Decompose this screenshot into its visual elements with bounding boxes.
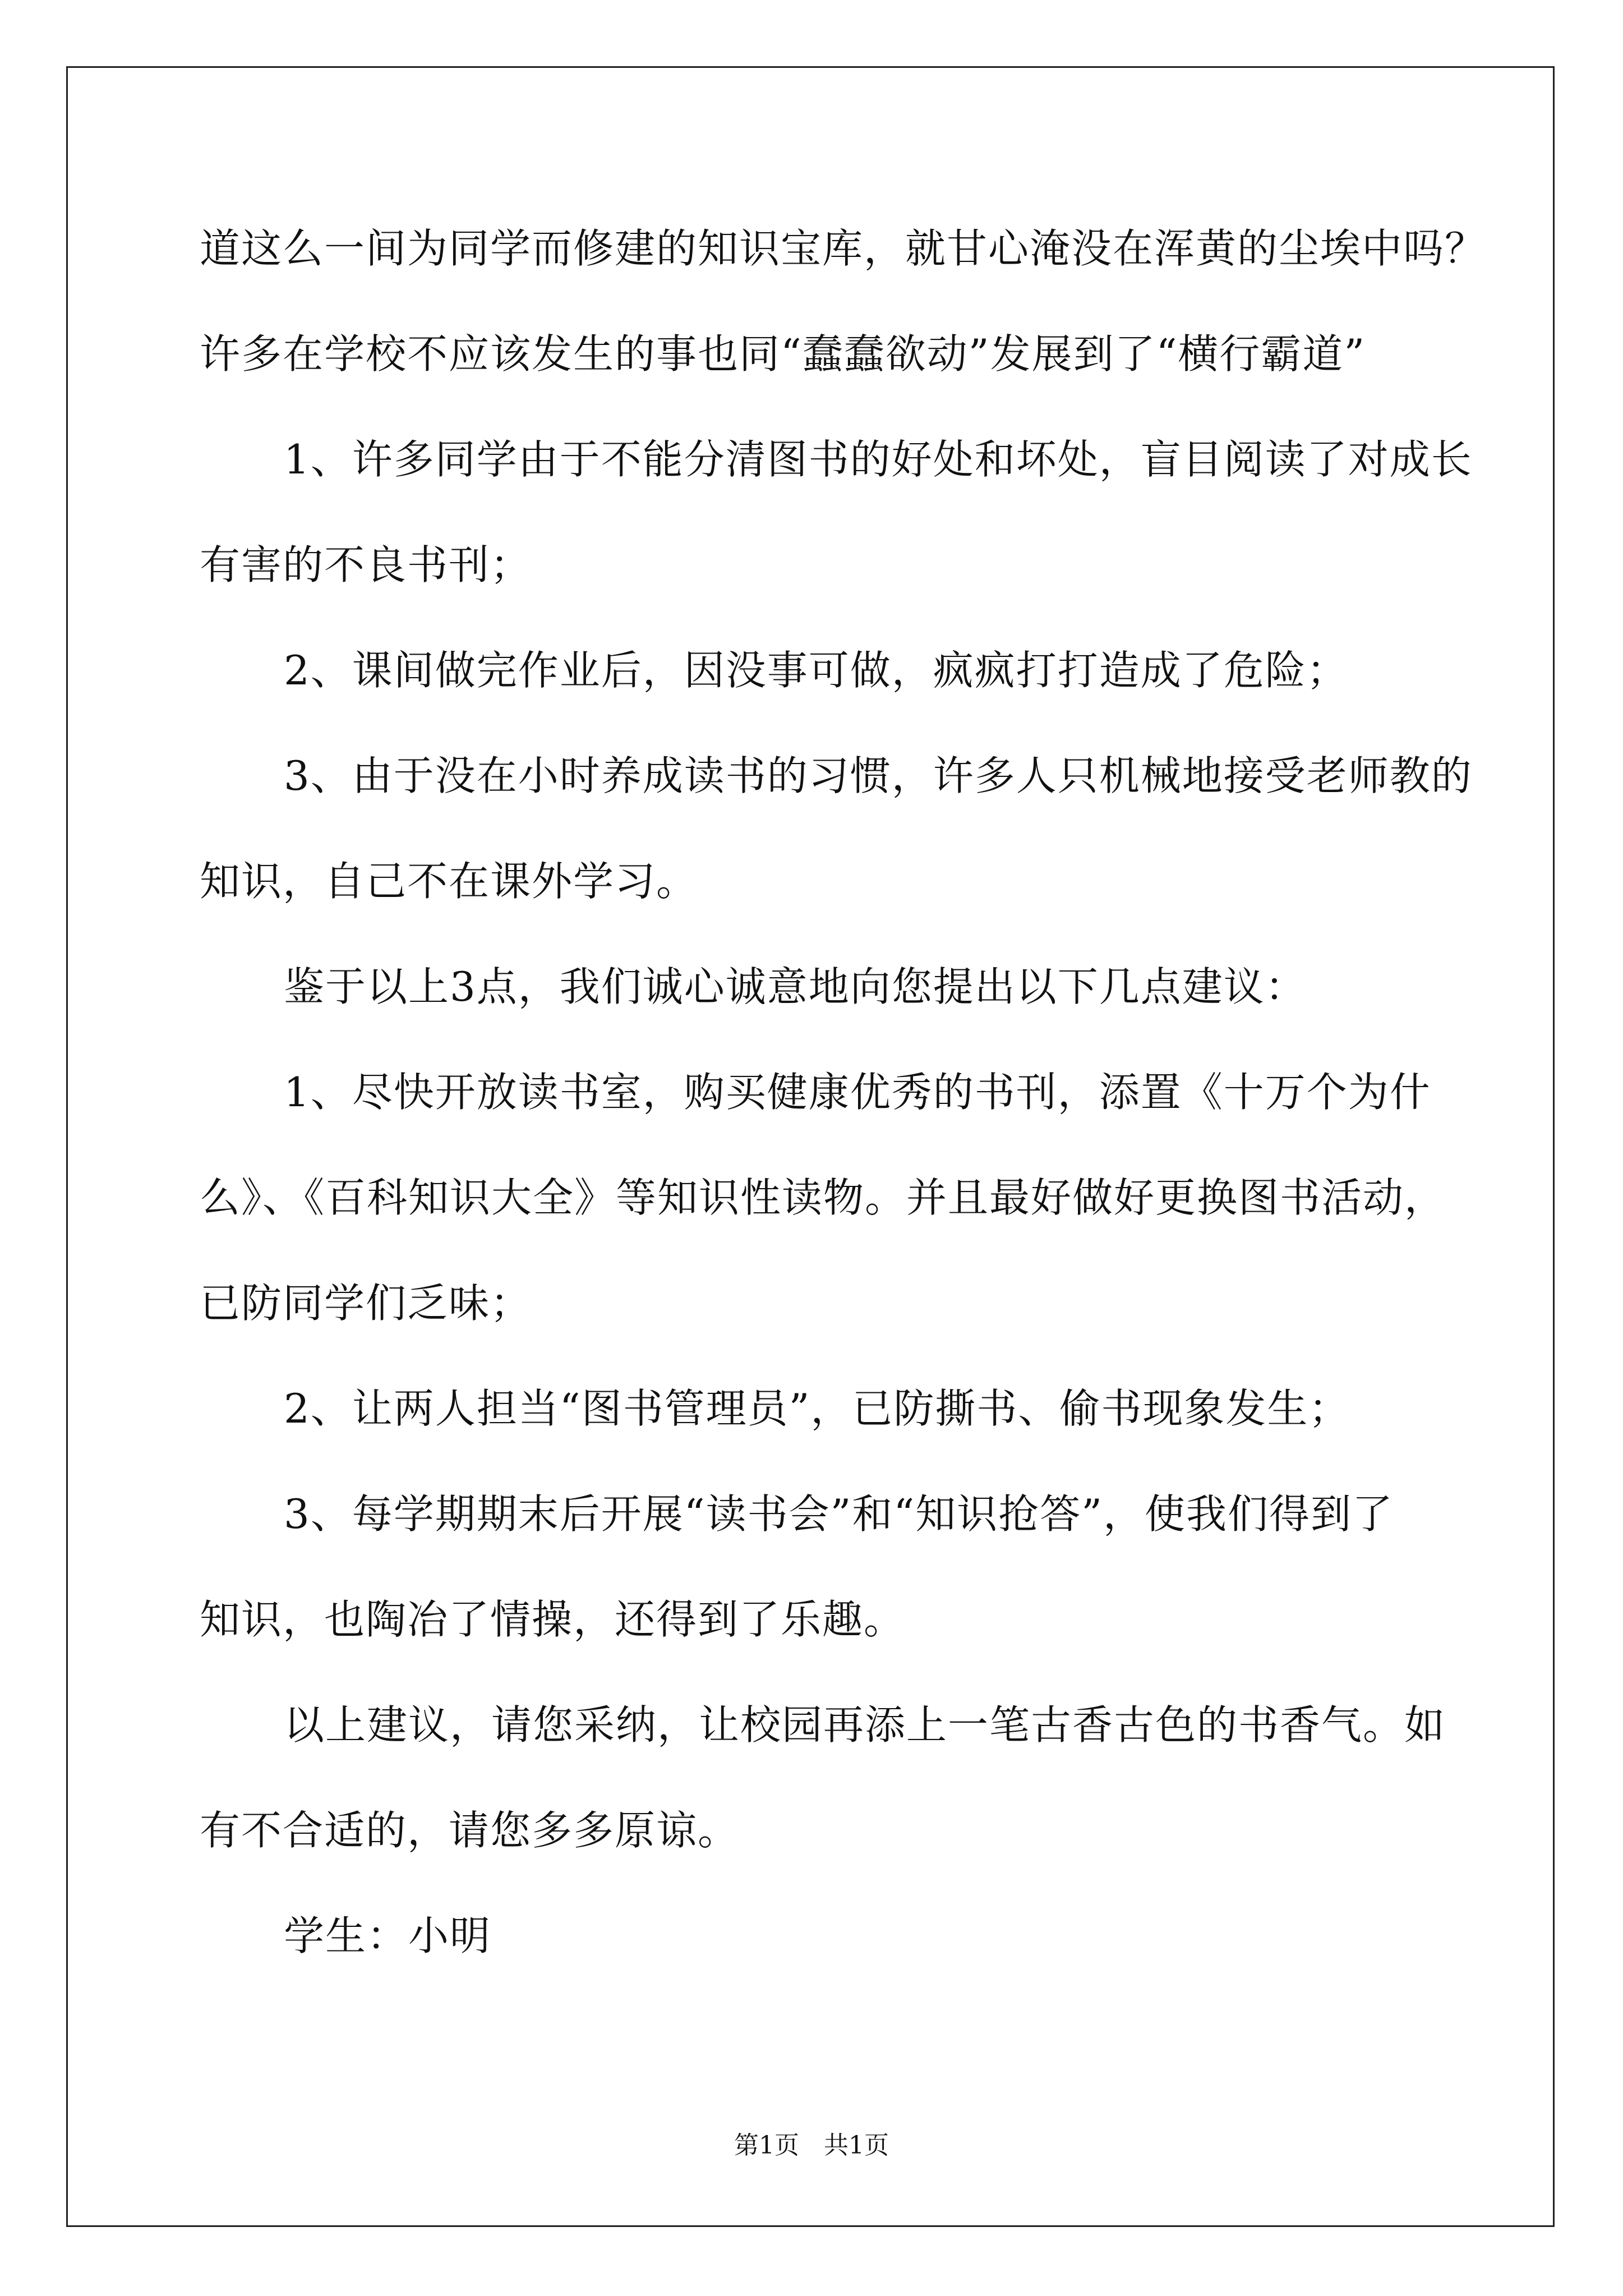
text-line: 3、每学期期末后开展“读书会”和“知识抢答”，使我们得到了 xyxy=(284,1490,1394,1538)
text-line: 知识，也陶冶了情操，还得到了乐趣。 xyxy=(200,1596,906,1643)
page-border xyxy=(66,66,1555,2227)
text-line: 知识，自己不在课外学习。 xyxy=(200,858,698,905)
text-line: 以上建议，请您采纳，让校园再添上一笔古香古色的书香气。如 xyxy=(284,1701,1446,1749)
text-line: 么》、《百科知识大全》等知识性读物。并且最好做好更换图书活动， xyxy=(200,1174,1446,1221)
text-line: 2、让两人担当“图书管理员”，已防撕书、偷书现象发生； xyxy=(284,1385,1350,1432)
text-line: 已防同学们乏味； xyxy=(200,1280,532,1327)
text-line: 道这么一间为同学而修建的知识宝库，就甘心淹没在浑黄的尘埃中吗？ xyxy=(200,225,1487,272)
text-line: 1、尽快开放读书室，购买健康优秀的书刊，添置《十万个为什 xyxy=(284,1069,1431,1116)
text-line: 有不合适的，请您多多原谅。 xyxy=(200,1807,740,1854)
signature-line: 学生：小明 xyxy=(284,1912,492,1959)
text-line: 许多在学校不应该发生的事也同“蠢蠢欲动”发展到了“横行霸道” xyxy=(200,330,1366,378)
text-line: 鉴于以上3点，我们诚心诚意地向您提出以下几点建议： xyxy=(284,963,1307,1010)
page-footer: 第1页 共1页 xyxy=(734,2131,889,2160)
text-line: 有害的不良书刊； xyxy=(200,541,532,588)
text-line: 2、课间做完作业后，因没事可做，疯疯打打造成了危险； xyxy=(284,647,1348,694)
text-line: 3、由于没在小时养成读书的习惯，许多人只机械地接受老师教的 xyxy=(284,752,1473,799)
text-line: 1、许多同学由于不能分清图书的好处和坏处，盲目阅读了对成长 xyxy=(284,436,1473,483)
